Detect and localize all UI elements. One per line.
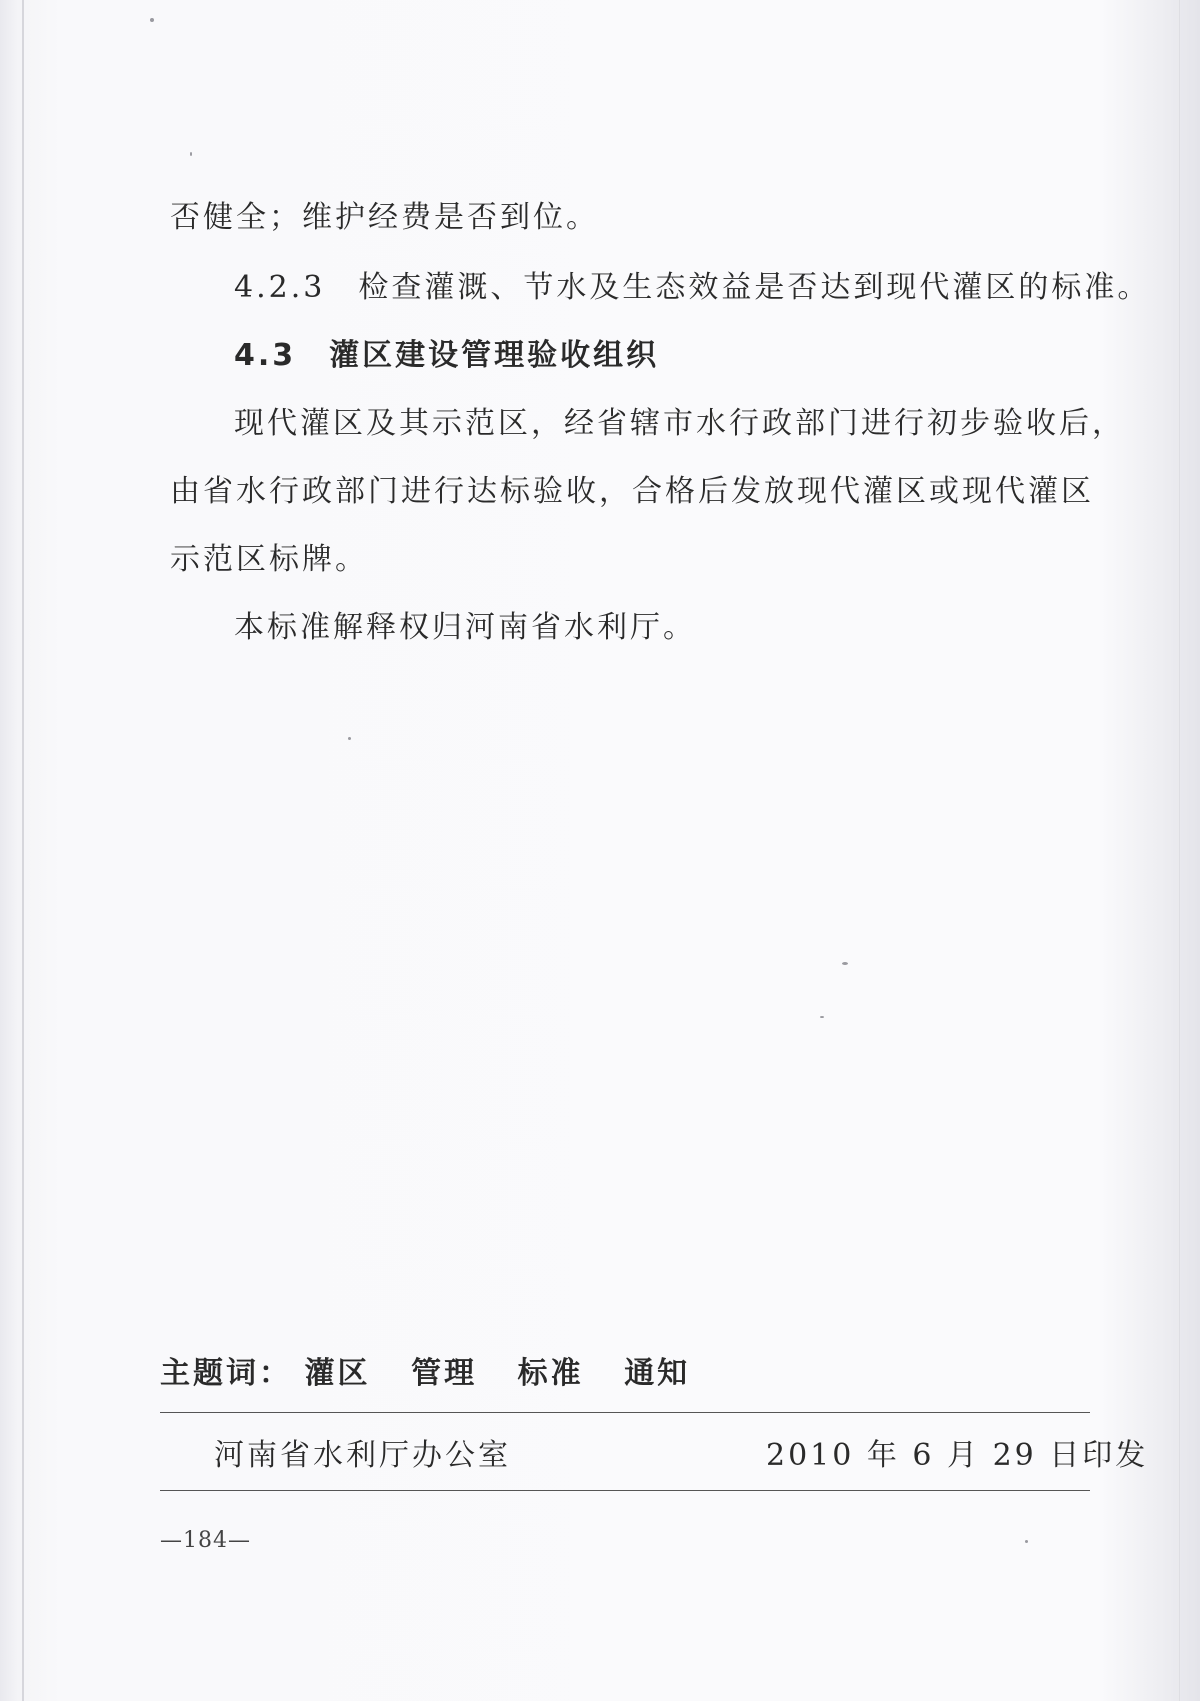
page-edge-right	[1179, 0, 1180, 1701]
section-heading-4-3: 4.3 灌区建设管理验收组织	[234, 338, 660, 373]
scan-speck	[150, 18, 154, 22]
keyword: 标准	[517, 1356, 584, 1391]
keyword: 灌区	[304, 1356, 371, 1391]
keywords-label: 主题词：	[160, 1356, 292, 1391]
paragraph-line-1: 现代灌区及其示范区，经省辖市水行政部门进行初步验收后，	[234, 406, 1125, 441]
scan-speck	[820, 1016, 824, 1018]
footer-rule-top	[160, 1412, 1090, 1413]
body-line-1: 否健全；维护经费是否到位。	[170, 200, 599, 235]
clause-4-2-3: 4.2.3 检查灌溉、节水及生态效益是否达到现代灌区的标准。	[234, 270, 1151, 305]
paragraph-line-2: 由省水行政部门进行达标验收，合格后发放现代灌区或现代灌区	[170, 474, 1094, 509]
interpretation-statement: 本标准解释权归河南省水利厅。	[234, 610, 696, 645]
keywords-row	[160, 1354, 718, 1394]
keyword: 管理	[411, 1356, 478, 1391]
page-number: —184—	[160, 1528, 251, 1553]
footer-rule-bottom	[160, 1490, 1090, 1491]
page-edge-left	[22, 0, 24, 1701]
issuer: 河南省水利厅办公室	[214, 1438, 511, 1473]
keyword: 通知	[624, 1356, 691, 1391]
scan-speck	[190, 152, 192, 156]
issue-date: 2010 年 6 月 29 日印发	[766, 1438, 1149, 1473]
scan-speck	[1025, 1540, 1028, 1543]
paragraph-line-3: 示范区标牌。	[170, 542, 368, 577]
scan-speck	[842, 962, 848, 965]
scan-speck	[348, 737, 351, 740]
